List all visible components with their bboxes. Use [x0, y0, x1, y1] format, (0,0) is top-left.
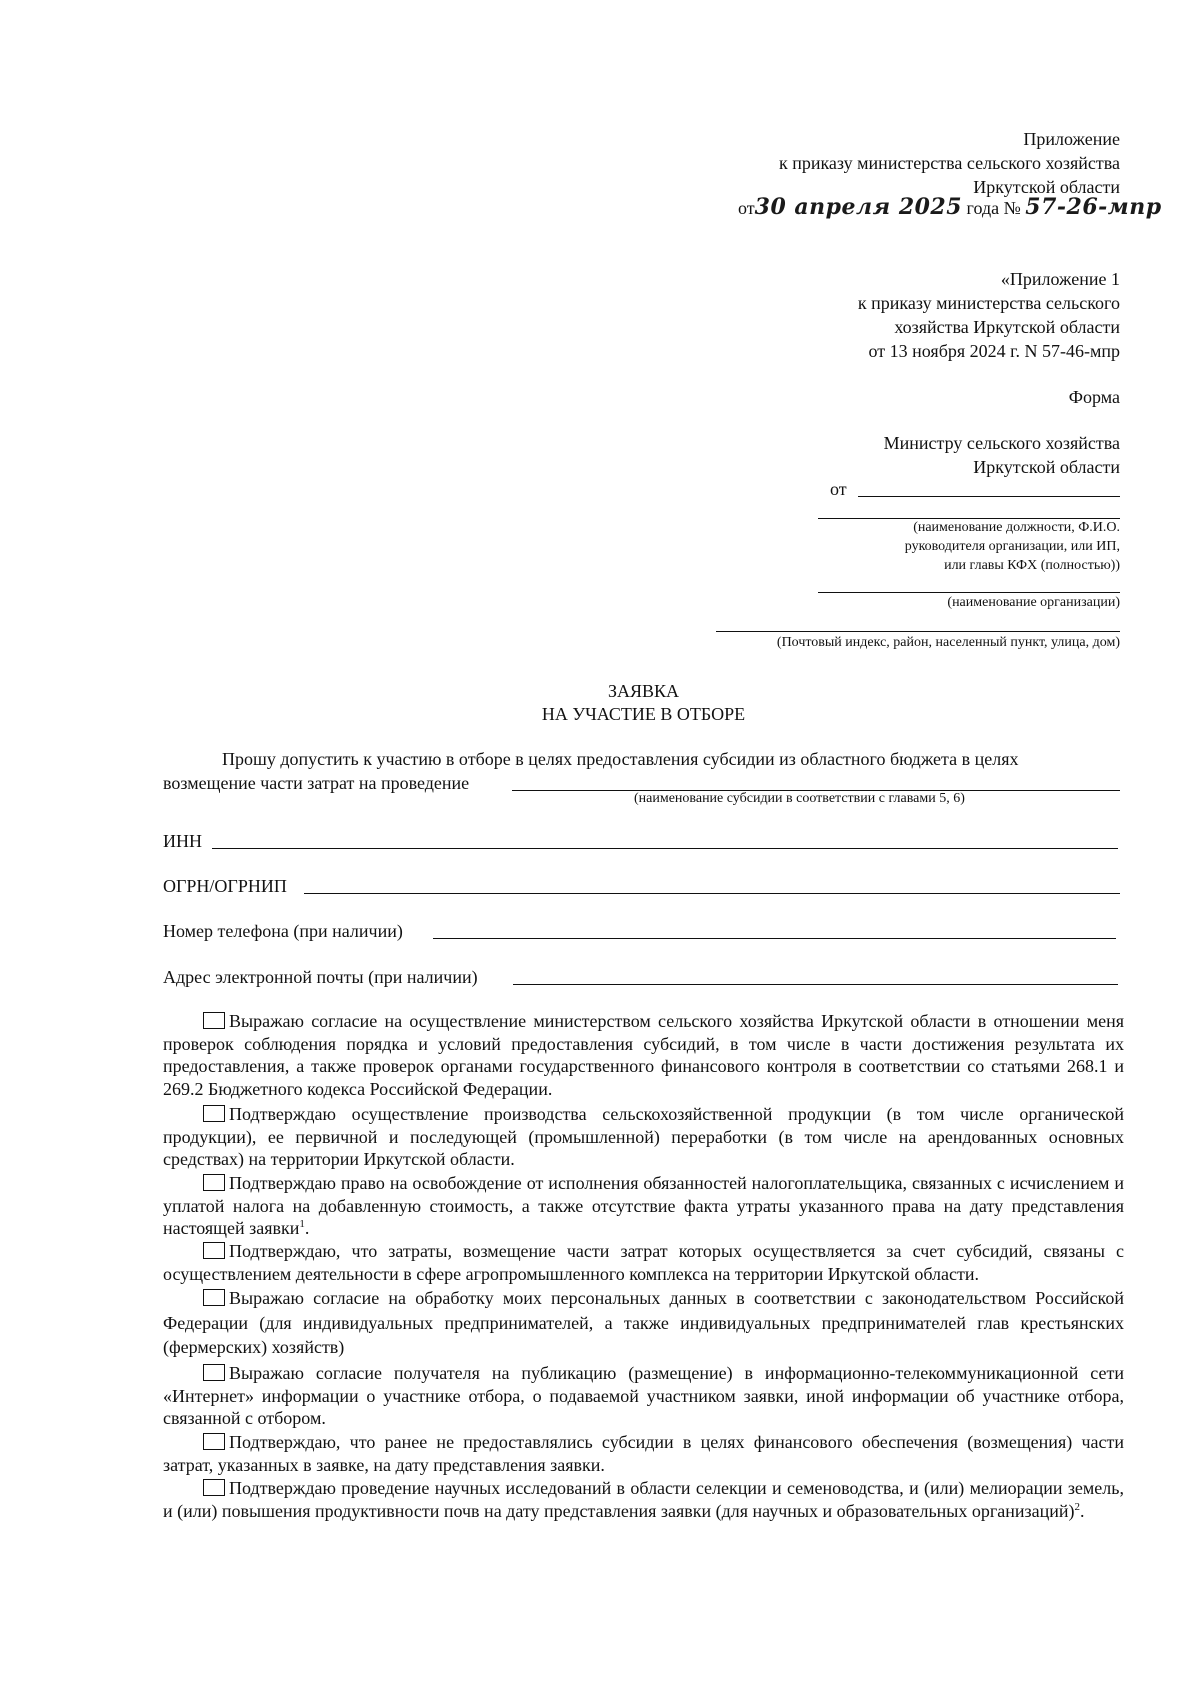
checkbox[interactable] — [203, 1289, 225, 1306]
consent-personal-data-item — [163, 1286, 1124, 1360]
appendix1-line1: к приказу министерства сельского — [857, 293, 1120, 313]
from-prefix: от — [738, 198, 755, 218]
checkbox[interactable] — [203, 1479, 225, 1496]
from-label: от — [830, 479, 847, 499]
confirm-production-item — [163, 1103, 1124, 1171]
confirm-research-item — [163, 1477, 1124, 1522]
subsidy-name-hint: (наименование субсидии в соответствии с главами 5, 6) — [634, 791, 965, 806]
checkbox[interactable] — [203, 1174, 225, 1191]
consent-personal-data-text: Выражаю согласие на обработку моих персональных данных в соответствии с законодательством Российской Федерации (для индивидуальных предпринимателей, а также индивидуальных предпринимателей глав крестьянских (фермерских) хозяйств) — [163, 1288, 1124, 1357]
handwritten-number: 57-26-мпр — [1025, 194, 1162, 220]
checkbox[interactable] — [203, 1433, 225, 1450]
order-reference: к приказу министерства сельского хозяйства — [778, 153, 1120, 173]
confirm-production-text: Подтверждаю осуществление производства сельскохозяйственной продукции (в том числе органической продукции), ее первичной и последующей (промышленной) переработки (в том числе на арендованных основных средствах) на территории Иркутской области. — [163, 1104, 1124, 1169]
footnote-1-marker: 1 — [299, 1218, 305, 1230]
phone-field-line[interactable] — [433, 938, 1116, 939]
address-hint: (Почтовый индекс, район, населенный пункт, улица, дом) — [776, 635, 1120, 650]
ogrn-field-line[interactable] — [304, 893, 1120, 894]
document-title: ЗАЯВКА — [607, 681, 680, 701]
addressee-line2: Иркутской области — [973, 457, 1120, 477]
address-blank-line — [716, 631, 1120, 632]
consent-publication-text: Выражаю согласие получателя на публикацию (размещение) в информационно-телекоммуникационной сети «Интернет» информации о участнике отбора, о подаваемой участником заявки, иной информации об участнике отбора, связанной с отбором. — [163, 1363, 1124, 1428]
confirm-research-text: Подтверждаю проведение научных исследований в области селекции и семеноводства, и (или) мелиорации земель, и (или) повышения продуктивности почв на дату представления заявки (для научных и образовательных организаций) — [163, 1478, 1124, 1521]
confirm-vat-exemption-item — [163, 1172, 1124, 1240]
addressee-line1: Министру сельского хозяйства — [883, 433, 1120, 453]
organization-hint: (наименование организации) — [947, 595, 1120, 610]
email-field-line[interactable] — [513, 984, 1118, 985]
consent-audit-text: Выражаю согласие на осуществление министерством сельского хозяйства Иркутской области в отношении меня проверок соблюдения порядка и условий предоставления субсидий, в том числе в части достижения результата их предоставления, а также проверок органами государственного финансового контроля в соответствии со статьями 268.1 и 269.2 Бюджетного кодекса Российской Федерации. — [163, 1011, 1124, 1099]
position-hint3: или главы КФХ (полностью)) — [944, 558, 1120, 573]
position-hint1: (наименование должности, Ф.И.О. — [913, 520, 1120, 535]
email-label: Адрес электронной почты (при наличии) — [163, 967, 478, 987]
organization-blank-line — [818, 592, 1120, 593]
checkbox[interactable] — [203, 1242, 225, 1259]
form-label: Форма — [1068, 387, 1120, 407]
request-line2: возмещение части затрат на проведение — [163, 773, 470, 793]
inn-field-line[interactable] — [212, 848, 1118, 849]
appendix1-line3: от 13 ноября 2024 г. N 57-46-мпр — [868, 341, 1120, 361]
order-date-line — [738, 196, 1162, 219]
ogrn-label: ОГРН/ОГРНИП — [163, 876, 287, 896]
consent-audit-item — [163, 1010, 1124, 1100]
document-subtitle: НА УЧАСТИЕ В ОТБОРЕ — [541, 704, 746, 724]
appendix-label: Приложение — [1023, 129, 1120, 149]
confirm-agro-costs-text: Подтверждаю, что затраты, возмещение части затрат которых осуществляется за счет субсидий, связаны с осуществлением деятельности в сфере агропромышленного комплекса на территории Иркутской области. — [163, 1241, 1124, 1284]
confirm-vat-exemption-text: Подтверждаю право на освобождение от исполнения обязанностей налогоплательщика, связанных с исчислением и уплатой налога на добавленную стоимость, а также отсутствие факта утраты указанного права на дату представления настоящей заявки — [163, 1173, 1124, 1238]
inn-label: ИНН — [163, 831, 202, 851]
from-blank-line — [858, 496, 1120, 497]
sentence-end: . — [1080, 1500, 1085, 1521]
sentence-end: . — [304, 1218, 310, 1238]
footnote-2-marker: 2 — [1074, 1500, 1081, 1513]
checkbox[interactable] — [203, 1105, 225, 1122]
year-word: года № — [966, 198, 1021, 218]
checkbox[interactable] — [203, 1012, 225, 1029]
request-line1: Прошу допустить к участию в отборе в целях предоставления субсидии из областного бюджета в целях — [222, 749, 1019, 769]
phone-label: Номер телефона (при наличии) — [163, 921, 403, 941]
confirm-no-prior-subsidy-text: Подтверждаю, что ранее не предоставлялись субсидии в целях финансового обеспечения (возмещения) части затрат, указанных в заявке, на дату представления заявки. — [163, 1432, 1124, 1475]
position-hint2: руководителя организации, или ИП, — [904, 539, 1120, 554]
appendix1-line2: хозяйства Иркутской области — [894, 317, 1120, 337]
consent-publication-item — [163, 1362, 1124, 1430]
position-blank-line — [818, 518, 1120, 519]
checkbox[interactable] — [203, 1364, 225, 1381]
region-label: Иркутской области — [973, 177, 1120, 197]
appendix1-title: «Приложение 1 — [1000, 269, 1120, 289]
confirm-no-prior-subsidy-item — [163, 1431, 1124, 1476]
confirm-agro-costs-item — [163, 1240, 1124, 1285]
handwritten-date: 30 апреля 2025 — [754, 194, 963, 220]
